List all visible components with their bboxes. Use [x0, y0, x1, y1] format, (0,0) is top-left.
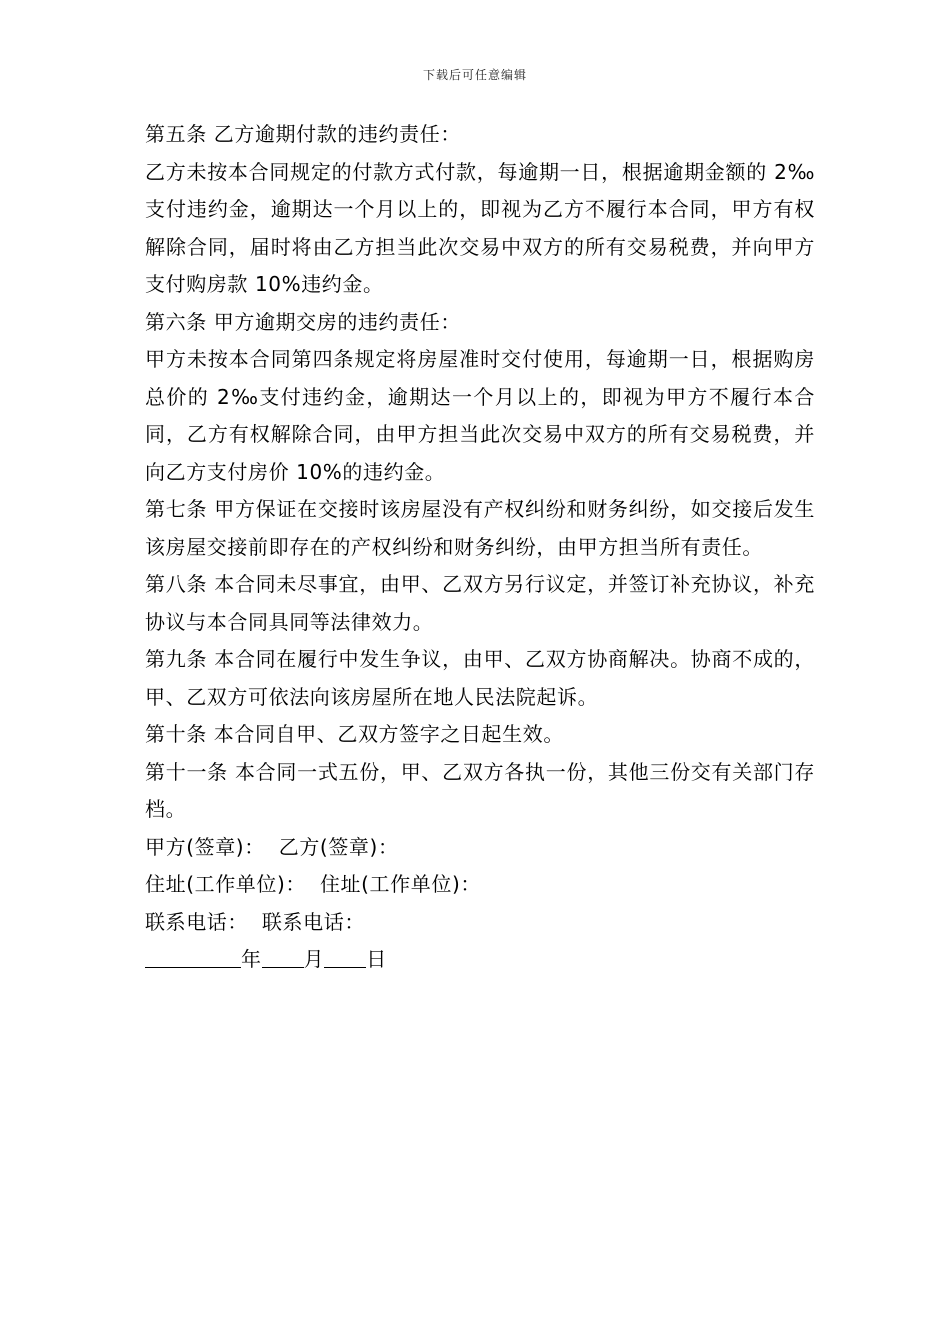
article-6-title: 第六条 甲方逾期交房的违约责任：	[145, 309, 461, 334]
address-row	[145, 866, 815, 904]
party-a-sign-label: 甲方(签章)：	[145, 834, 265, 859]
year-label: 年	[241, 947, 262, 971]
year-blank	[145, 941, 241, 968]
month-blank	[262, 941, 304, 968]
article-5-title: 第五条 乙方逾期付款的违约责任：	[145, 122, 461, 146]
party-a-address-label: 住址(工作单位)：	[145, 872, 307, 896]
date-row	[145, 941, 815, 979]
article-8: 第八条 本合同未尽事宜，由甲、乙双方另行议定，并签订补充协议，补充协议与本合同具同等法律效力。	[145, 572, 815, 634]
party-b-address-label: 住址(工作单位)：	[319, 872, 481, 896]
party-a-phone-label: 联系电话：	[145, 909, 248, 934]
phone-row	[145, 904, 815, 942]
article-10: 第十条 本合同自甲、乙双方签字之日起生效。	[145, 722, 564, 746]
party-b-phone-label: 联系电话：	[261, 909, 365, 934]
article-5-text: 乙方未按本合同规定的付款方式付款，每逾期一日，根据逾期金额的 2‰支付违约金，逾期达一个月以上的，即视为乙方不履行本合同，甲方有权解除合同，届时将由乙方担当此次交易中双方的所有交易税费，并向甲方支付购房款 10%违约金。	[145, 159, 815, 296]
page-header: 下载后可任意编辑	[422, 68, 527, 82]
article-6-text: 甲方未按本合同第四条规定将房屋准时交付使用，每逾期一日，根据购房总价的 2‰支付违约金，逾期达一个月以上的，即视为甲方不履行本合同，乙方有权解除合同，由甲方担当此次交易中双方的所有交易税费，并向乙方支付房价 10%的违约金。	[145, 347, 815, 484]
day-label: 日	[366, 947, 387, 971]
month-label: 月	[303, 947, 325, 971]
article-7: 第七条 甲方保证在交接时该房屋没有产权纠纷和财务纠纷，如交接后发生该房屋交接前即存在的产权纠纷和财务纠纷，由甲方担当所有责任。	[145, 497, 815, 559]
contract-body	[145, 116, 815, 979]
article-9: 第九条 本合同在履行中发生争议，由甲、乙双方协商解决。协商不成的，甲、乙双方可依法向该房屋所在地人民法院起诉。	[145, 647, 815, 709]
day-blank	[324, 941, 366, 968]
article-11: 第十一条 本合同一式五份，甲、乙双方各执一份，其他三份交有关部门存档。	[145, 759, 815, 821]
party-b-sign-label: 乙方(签章)：	[278, 834, 399, 859]
signature-row	[145, 829, 815, 867]
